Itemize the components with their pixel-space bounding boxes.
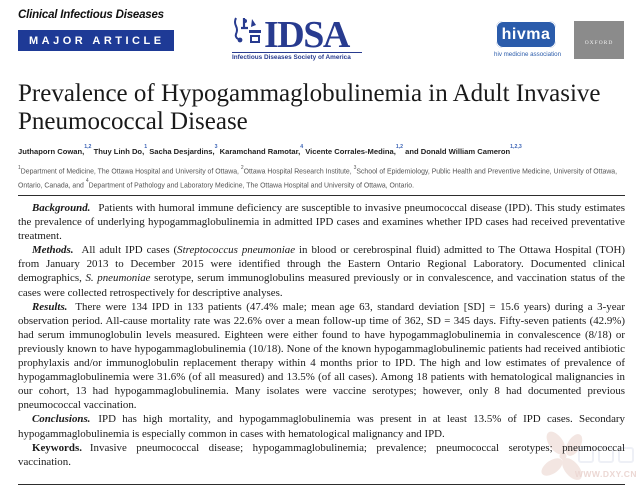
abstract-section-methods: Methods. All adult IPD cases (Streptococcus pneumoniae in blood or cerebrospinal fluid) admitted to The Ottawa Hospital (TOH) from January 2013 to December 2015 were identified through the Eastern Ontario Regional Laboratory. Documented clinical demographics, S. pneumoniae serotype, serum immunoglobulins measured previously or in convalescence, and vaccination status of the cases were collected retrospectively for descriptive analyses. (18, 244, 625, 299)
oxford-university-press-logo (574, 21, 624, 59)
affiliation: School of Epidemiology, Public Health and Preventive Medicine, University of Ottawa, Ontario, Canada, and (18, 168, 618, 190)
abstract-section-label: Results. (32, 300, 68, 313)
author: Juthaporn Cowan,$^{1,2}$ (18, 144, 92, 156)
idsa-tagline: Infectious Diseases Society of America (232, 52, 362, 61)
author-list (18, 146, 624, 156)
affiliation: Department of Medicine, The Ottawa Hospital and University of Ottawa, (20, 168, 241, 176)
abstract-top-rule (18, 195, 625, 196)
author: Vicente Corrales-Medina,$^{1,2}$ (303, 144, 404, 156)
author: and Donald William Cameron$^{1,2,3}$ (403, 144, 522, 156)
watermark-text: WWW.DXY.CN (574, 469, 637, 479)
abstract-section-label: Keywords. (32, 441, 82, 454)
article-type-badge: MAJOR ARTICLE (18, 30, 174, 51)
abstract-section-background: Background. Patients with humoral immune deficiency are susceptible to invasive pneumococcal disease (IPD). This study estimates the prevalence of underlying hypogammaglobulinemia in admitted IPD cases and examines whether IPD cases had received preventative treatment. (18, 202, 625, 243)
abstract-section-keywords: Keywords. Invasive pneumococcal disease; hypogammaglobulinemia; prevalence; pneumococcal serotypes; pneumococcal vaccination. (18, 441, 625, 468)
abstract (18, 201, 625, 469)
abstract-section-label: Conclusions. (32, 413, 91, 426)
hivma-box (496, 21, 556, 48)
hivma-logo (494, 21, 562, 58)
oxford-label: OXFORD (584, 40, 614, 46)
author: Karamchand Ramotar,$^4$ (217, 144, 304, 156)
hivma-acronym: hivma (501, 25, 551, 43)
idsa-acronym: IDSA (264, 14, 349, 56)
abstract-section-label: Methods. (32, 244, 74, 257)
abstract-section-results: Results. There were 134 IPD in 133 patients (47.4% male; mean age 63, standard deviation [SD] = 15.6 years) during a 3-year observation period. All-cause mortality rate was 22.6% over a mean follow-up time of 362, SD = 345 days. Fifty-seven patients (42.9%) had serum immunoglobulin levels measured. Eighteen were either found to have hypogammaglobulinemia in convalescence (8/18) or previously known to have hypogammaglobulinemia (10/18). None of the known hypogammaglobulinemic patients had received antibiotic prophylaxis and/or immunoglobulin replacement therapy within 4 months prior to IPD. The high and low estimates of prevalence of hypogammaglobulinemia were 31.6% (of all measured) and 13.5% (of all cases). Among 18 patients with hematological malignancies in our cohort, 13 had hypogammaglobulinemia. Many isolates were vaccine serotypes; however, only 8 had documented previous pneumococcal vaccination. (18, 300, 625, 412)
page-title: Prevalence of Hypogammaglobulinemia in Adult Invasive Pneumococcal Disease (18, 80, 601, 135)
author: Thuy Linh Do,$^1$ (91, 144, 148, 156)
abstract-section-label: Background. (32, 202, 91, 214)
idsa-logo (232, 15, 362, 61)
affiliation: Department of Pathology and Laboratory Medicine, The Ottawa Hospital and University of Ottawa, Ontario. (88, 182, 415, 190)
abstract-section-conclusions: Conclusions. IPD has high mortality, and hypogammaglobulinemia was present in at least 13.5% of IPD cases. Secondary hypogammaglobulinemia is especially common in cases with hematological malignancy and IPD. (18, 413, 625, 440)
idsa-emblem-icon (232, 15, 262, 50)
affiliation: Ottawa Hospital Research Institute, (243, 168, 354, 176)
author: Sacha Desjardins,$^3$ (147, 144, 218, 156)
affiliations: $^1$Department of Medicine, The Ottawa Hospital and University of Ottawa, $^2$Ottawa Hospital Research Institute, $^3$School of Epidemiology, Public Health and Preventive Medicine, University of Ottawa, Ontario, Canada, and $^4$Department of Pathology and Laboratory Medicine, The Ottawa Hospital and University of Ottawa, Ontario. (18, 164, 618, 190)
hivma-tagline: hiv medicine association (494, 51, 562, 58)
journal-name: Clinical Infectious Diseases (18, 9, 164, 21)
